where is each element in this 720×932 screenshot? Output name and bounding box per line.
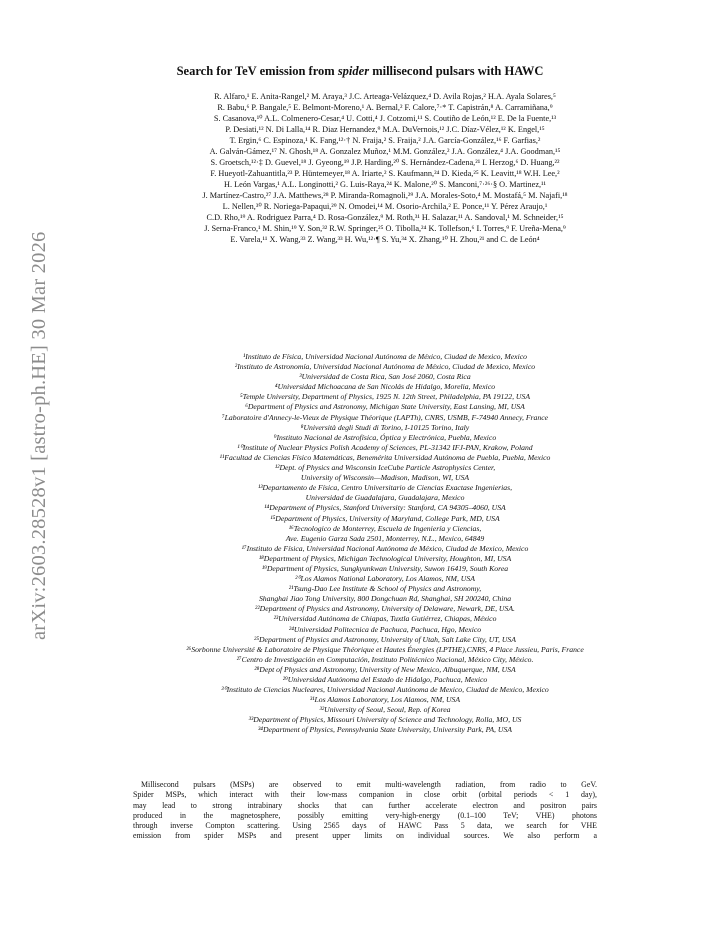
author-line: L. Nellen,³⁰ R. Noriega-Papaqui,²⁹ N. Omodei,¹⁴ M. Osorio-Archila,² E. Ponce,¹¹ Y. Pérez Araujo,¹	[222, 202, 548, 211]
affiliation-line: ²⁰Los Alamos National Laboratory, Los Alamos, NM, USA	[295, 574, 475, 584]
title-pre: Search for TeV emission from	[176, 64, 338, 78]
affiliation-line: ²⁹Universidad Autónoma del Estado de Hidalgo, Pachuca, Mexico	[282, 675, 488, 684]
affiliation-line: ³⁰Instituto de Ciencias Nucleares, Universidad Nacional Autónoma de Mexico, Ciudad de Mexico, Mexico	[221, 685, 549, 695]
author-line: R. Babu,⁶ P. Bangale,⁵ E. Belmont-Moreno,¹ A. Bernal,² F. Calore,⁷·* T. Capistrán,⁸ A. Carramiñana,⁹	[217, 103, 553, 112]
affiliation-line: ¹Instituto de Física, Universidad Nacional Autónoma de México, Ciudad de Mexico, Mexico	[243, 352, 527, 361]
abstract-line: Millisecond pulsars (MSPs) are observed to emit multi-wavelength radiation, from radio to GeV.	[141, 780, 597, 789]
paper-title	[0, 64, 720, 79]
abstract-line: may lead to strong intrabinary shocks that can further accelerate electron and positron pairs	[133, 800, 597, 810]
affiliation-line: ⁶Department of Physics and Astronomy, Michigan State University, East Lansing, MI, USA	[245, 402, 525, 412]
author-line: S. Casanova,¹⁰ A.L. Colmenero-Cesar,⁴ U. Cotti,⁴ J. Cotzomi,¹¹ S. Coutiño de León,¹² E. De la Fuente,¹³	[213, 114, 557, 123]
affiliation-line: ¹⁰Institute of Nuclear Physics Polish Academy of Sciences, PL-31342 IFJ-PAN, Krakow, Poland	[237, 442, 533, 452]
affiliation-line: ²⁸Dept of Physics and Astronomy, University of New Mexico, Albuquerque, NM, USA	[254, 664, 516, 674]
affiliation-line: ¹¹Facultad de Ciencias Físico Matemáticas, Benemérita Universidad Autónoma de Puebla, Puebla, Mexico	[219, 452, 551, 462]
affiliation-line: ⁸Università degli Studi di Torino, I-10125 Torino, Italy	[300, 422, 470, 432]
affiliation-line: ²Instituto de Astronomía, Universidad Nacional Autónoma de México, Ciudad de Mexico, Mexico	[234, 362, 536, 372]
affiliation-line: ³Universidad de Costa Rica, San José 2060, Costa Rica	[299, 372, 471, 382]
affiliation-line: ²³Universidad Autónoma de Chiapas, Tuxtla Gutiérrez, Chiapas, México	[273, 614, 497, 624]
author-line: F. Hueyotl-Zahuantitla,²³ P. Hüntemeyer,¹⁸ A. Iriarte,² S. Kaufmann,²⁴ D. Kieda,²⁵ K. Leavitt,¹⁸ W.H. Lee,²	[210, 169, 560, 178]
abstract-line: Spider MSPs, which interact with their low-mass companion in close orbit (orbital periods < 1 day),	[133, 790, 597, 800]
affiliation-line: ¹²Dept. of Physics and Wisconsin IceCube Particle Astrophysics Center,	[274, 463, 496, 473]
affiliation-line: ¹⁷Instituto de Física, Universidad Nacional Autónoma de México, Ciudad de Mexico, Mexico	[241, 543, 529, 553]
affiliation-line: ³¹Los Alamos Laboratory, Los Alamos, NM, USA	[309, 695, 461, 705]
affiliation-line: Ave. Eugenio Garza Sada 2501, Monterrey, N.L., Mexico, 64849	[285, 533, 485, 543]
affiliation-line: University of Wisconsin—Madison, Madison, WI, USA	[300, 473, 470, 483]
affiliation-line: ⁴Universidad Michoacana de San Nicolás de Hidalgo, Morelia, Mexico	[274, 382, 496, 392]
affiliation-line: ⁹Instituto Nacional de Astrofísica, Óptica y Electrónica, Puebla, Mexico	[273, 432, 497, 442]
affiliation-line: ³⁴Department of Physics, Pennsylvania State University, University Park, PA, USA	[258, 725, 512, 735]
affiliation-line: ¹⁸Department of Physics, Michigan Technological University, Houghton, MI, USA	[258, 553, 512, 563]
abstract	[133, 780, 597, 842]
affiliation-list	[92, 352, 678, 736]
abstract-line: emission from spider MSPs and present upper limits on individual sources. We also perform a	[133, 831, 597, 841]
author-line: E. Varela,¹¹ X. Wang,³³ Z. Wang,³³ H. Wu,¹²·¶ S. Yu,³⁴ X. Zhang,¹⁰ H. Zhou,²¹ and C. de León⁴	[230, 235, 540, 244]
affiliation-line: ⁷Laboratoire d'Annecy-le-Vieux de Physique Théorique (LAPTh), CNRS, USMB, F-74940 Annecy, France	[221, 412, 549, 422]
affiliation-line: ¹³Departamento de Física, Centro Universitario de Ciencias Exactase Ingenierias,	[257, 483, 513, 493]
affiliation-line: ¹⁴Department of Physics, Stanford University: Stanford, CA 94305–4060, USA	[264, 503, 506, 513]
author-line: R. Alfaro,¹ E. Anita-Rangel,² M. Araya,³ J.C. Arteaga-Velázquez,⁴ D. Avila Rojas,² H.A. Ayala Solares,⁵	[214, 92, 556, 101]
author-line: A. Galván-Gámez,¹⁷ N. Ghosh,¹⁸ A. Gonzalez Muñoz,¹ M.M. González,² J.A. González,⁴ J.A. Goodman,¹⁵	[209, 147, 561, 156]
author-line: H. León Vargas,¹ A.L. Longinotti,² G. Luis-Raya,²⁴ K. Malone,²⁰ S. Manconi,⁷·²⁶·§ O. Martinez,¹¹	[224, 180, 546, 189]
affiliation-line: Universidad de Guadalajara, Guadalajara, Mexico	[305, 493, 465, 503]
abstract-line: through inverse Compton scattering. Using 2565 days of HAWC Pass 5 data, we search for VHE	[133, 821, 597, 831]
affiliation-line: ¹⁵Department of Physics, University of Maryland, College Park, MD, USA	[270, 513, 500, 523]
affiliation-line: ²⁶Sorbonne Université & Laboratoire de Physique Théorique et Hautes Énergies (LPTHE),CNRS, 4 Place Jussieu, Paris, France	[186, 644, 584, 654]
affiliation-line: ⁵Temple University, Department of Physics, 1925 N. 12th Street, Philadelphia, PA 19122, USA	[239, 392, 531, 402]
author-line: P. Desiati,¹² N. Di Lalla,¹⁴ R. Diaz Hernandez,⁹ M.A. DuVernois,¹² J.C. Díaz-Vélez,¹² K. Engel,¹⁵	[225, 125, 545, 134]
author-list	[92, 91, 678, 245]
title-post: millisecond pulsars with HAWC	[369, 64, 544, 78]
affiliation-line: ¹⁹Department of Physics, Sungkyunkwan University, Suwon 16419, South Korea	[261, 563, 509, 573]
title-italic: spider	[337, 64, 370, 78]
author-line: J. Serna-Franco,¹ M. Shin,¹⁹ Y. Son,³² R.W. Springer,²⁵ O. Tibolla,²⁴ K. Tollefson,⁶ I. Torres,⁹ F. Ureña-Mena,⁹	[204, 224, 566, 233]
arxiv-identifier-stamp: arXiv:2603.28528v1 [astro-ph.HE] 30 Mar 2026	[28, 231, 50, 640]
affiliation-line: ³²University of Seoul, Seoul, Rep. of Korea	[319, 705, 451, 715]
affiliation-line: Shanghai Jiao Tong University, 800 Dongchuan Rd, Shanghai, SH 200240, China	[258, 594, 512, 604]
affiliation-line: ²²Department of Physics and Astronomy, University of Delaware, Newark, DE, USA.	[255, 604, 515, 614]
author-line: C.D. Rho,¹⁹ A. Rodriguez Parra,⁴ D. Rosa-González,⁹ M. Roth,³¹ H. Salazar,¹¹ A. Sandoval,¹ M. Schneider,¹⁵	[206, 213, 564, 222]
author-line: S. Groetsch,¹²·‡ D. Guevel,¹⁸ J. Gyeong,¹⁹ J.P. Harding,²⁰ S. Hernández-Cadena,²¹ I. Herzog,⁶ D. Huang,²²	[210, 158, 560, 167]
affiliation-line: ²¹Tsung-Dao Lee Institute & School of Physics and Astronomy,	[288, 584, 482, 594]
affiliation-line: ¹⁶Tecnologico de Monterrey, Escuela de Ingeniería y Ciencias,	[288, 523, 482, 533]
affiliation-line: ²⁴Universidad Politecnica de Pachuca, Pachuca, Hgo, Mexico	[288, 624, 482, 634]
affiliation-line: ²⁷Centro de Investigación en Computación, Instituto Politécnico Nacional, México City, México.	[236, 654, 534, 664]
affiliation-line: ³³Department of Physics, Missouri University of Science and Technology, Rolla, MO, US	[248, 715, 522, 725]
author-line: T. Ergin,⁶ C. Espinoza,¹ K. Fang,¹²·† N. Fraija,² S. Fraija,² J.A. García-González,¹⁶ F. Garfias,²	[229, 136, 541, 145]
author-line: J. Martínez-Castro,²⁷ J.A. Matthews,²⁸ P. Miranda-Romagnoli,²⁹ J.A. Morales-Soto,⁴ M. Mostafá,⁵ M. Najafi,¹⁸	[202, 191, 568, 200]
affiliation-line: ²⁵Department of Physics and Astronomy, University of Utah, Salt Lake City, UT, USA	[254, 634, 516, 644]
abstract-line: produced in the magnetosphere, possibly emitting very-high-energy (0.1–100 TeV; VHE) photons	[133, 810, 597, 820]
